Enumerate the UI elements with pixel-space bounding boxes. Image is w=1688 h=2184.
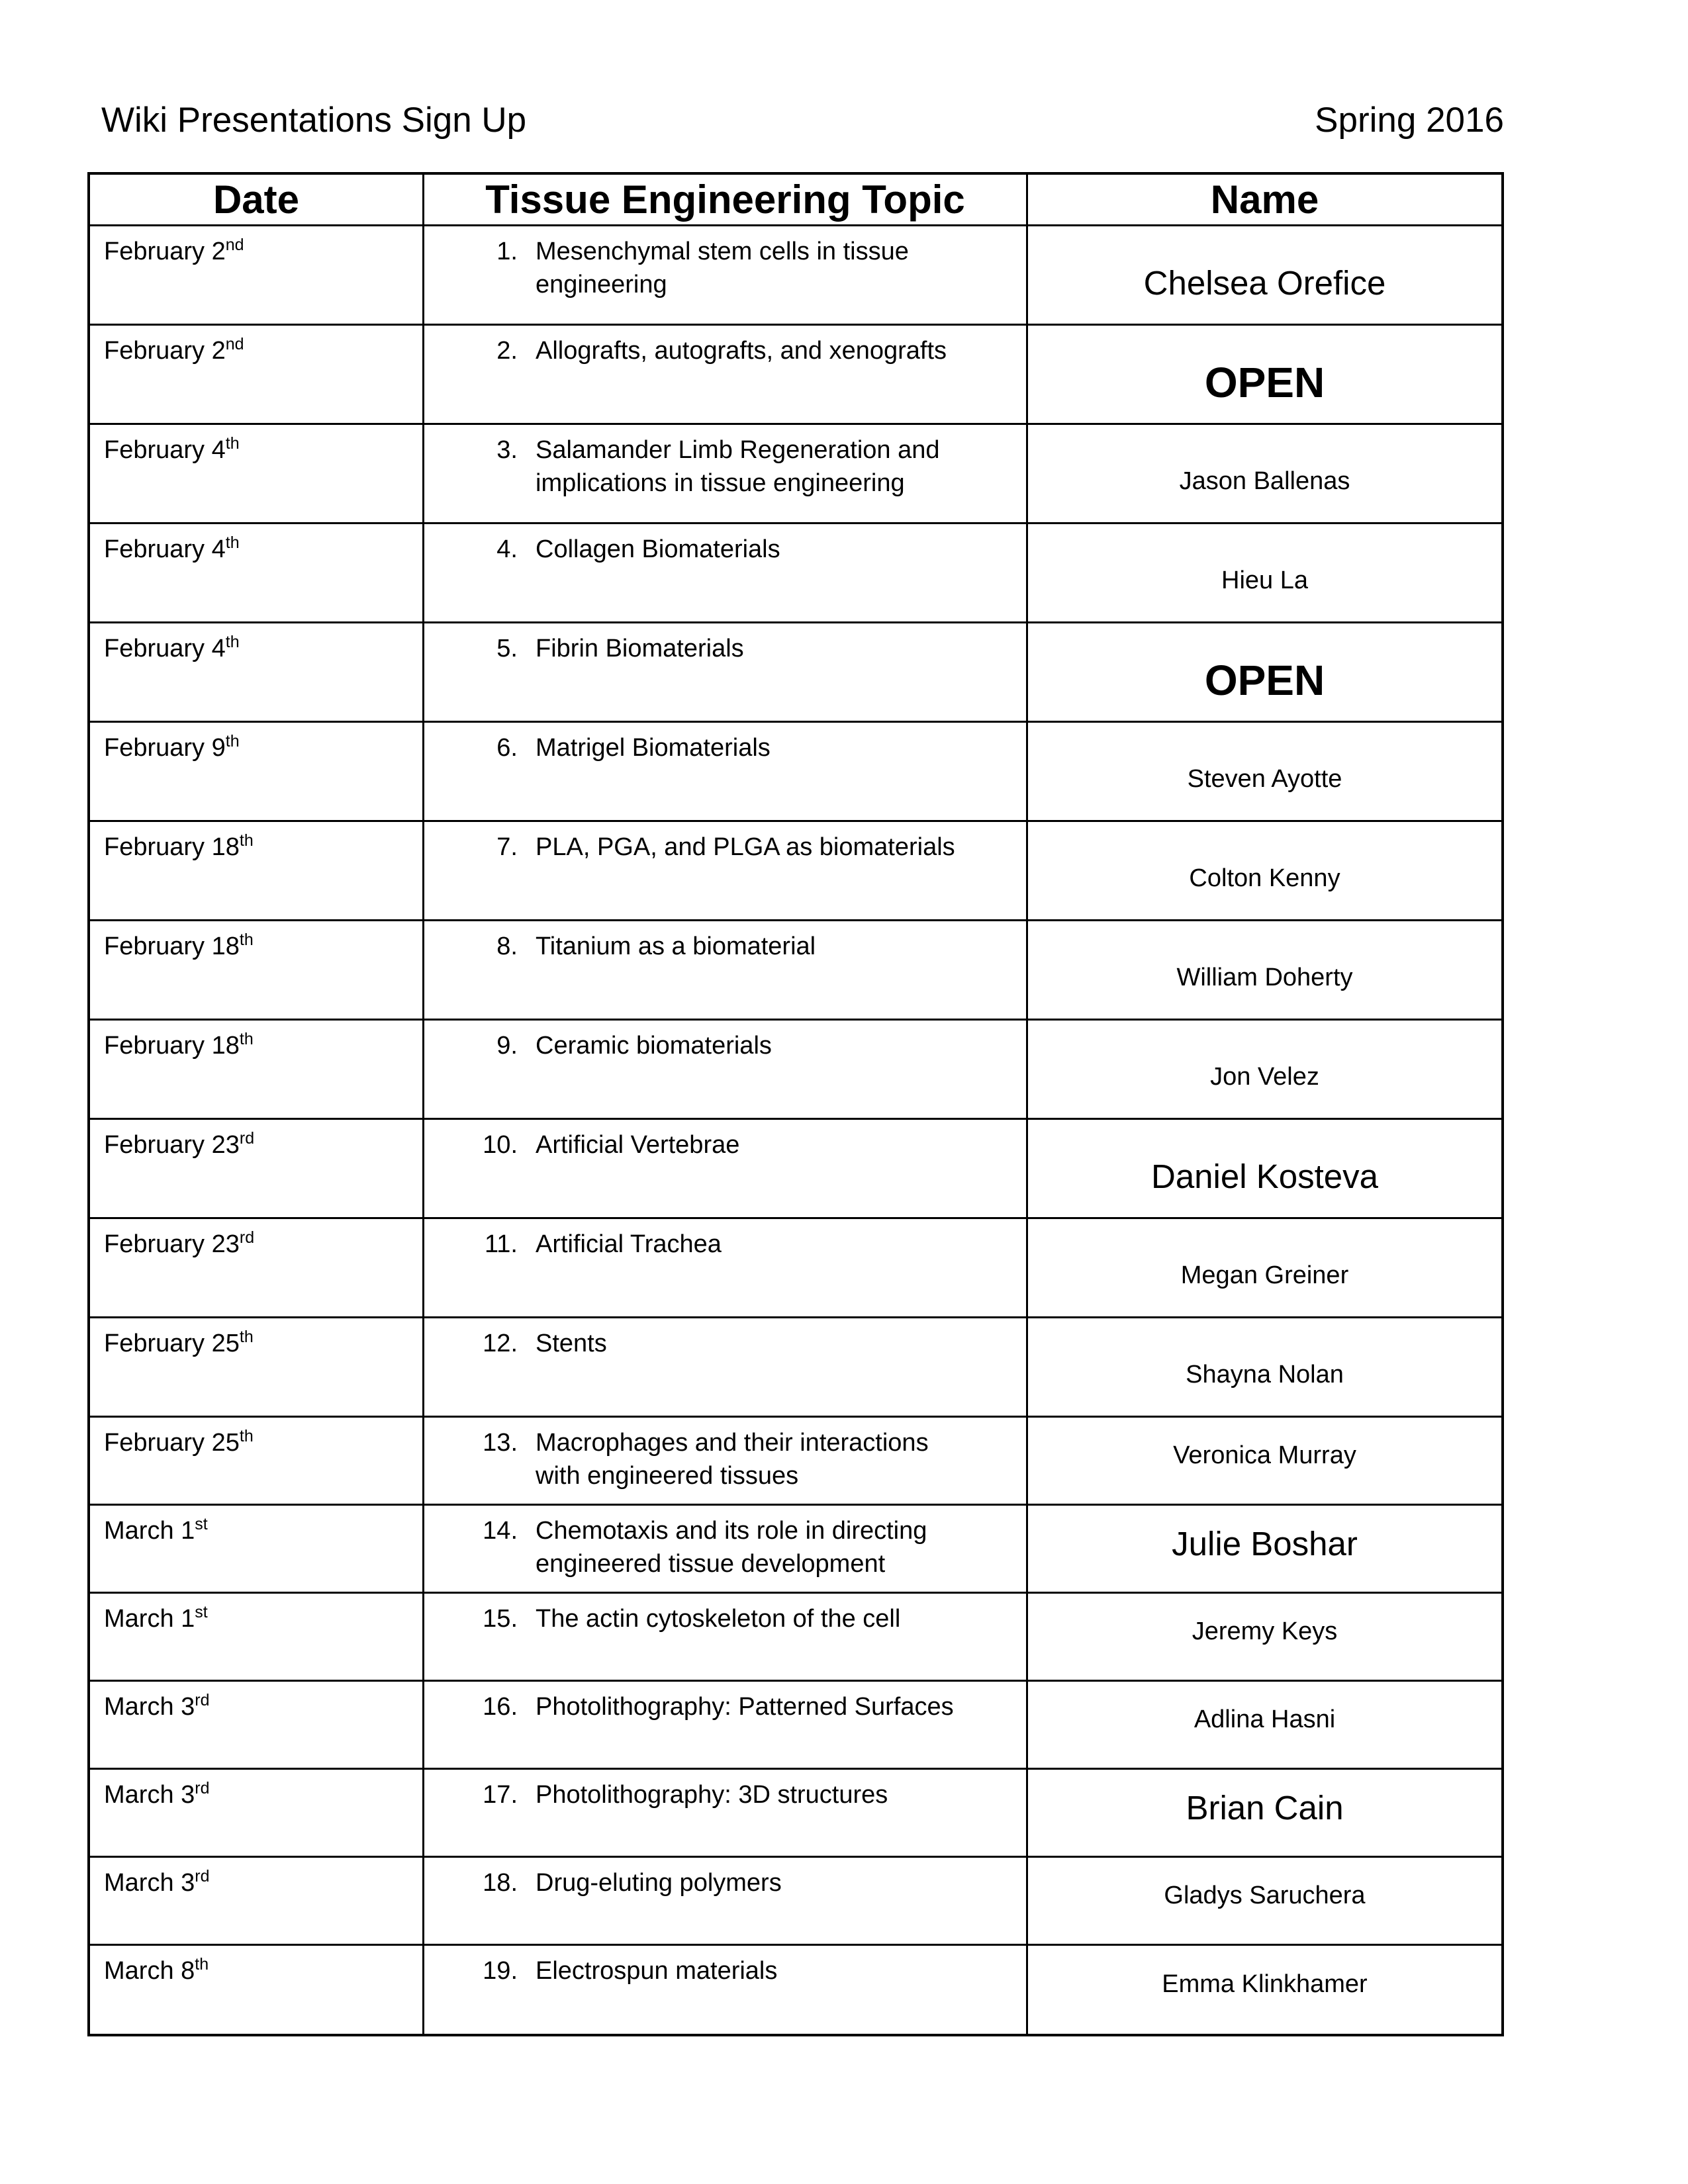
topic-lines — [536, 533, 780, 566]
topic-cell — [424, 1506, 1028, 1592]
presenter-name: Megan Greiner — [1180, 1261, 1349, 1289]
name-cell — [1028, 1219, 1501, 1316]
date-ordinal-suffix: th — [225, 434, 240, 453]
date-ordinal-suffix: th — [225, 732, 240, 751]
table-row — [90, 524, 1501, 623]
presenter-name: Shayna Nolan — [1186, 1361, 1344, 1388]
date-ordinal-suffix: st — [195, 1603, 208, 1621]
topic-line: Salamander Limb Regeneration and — [536, 436, 940, 464]
date-cell — [90, 1219, 424, 1316]
date-cell — [90, 723, 424, 820]
topic-number: 17. — [483, 1781, 518, 1809]
presenter-name: OPEN — [1204, 358, 1325, 406]
date-text: February 25 — [104, 1429, 240, 1457]
topic-lines — [536, 235, 909, 301]
name-cell — [1028, 623, 1501, 721]
name-cell — [1028, 524, 1501, 621]
date-cell — [90, 822, 424, 919]
topic-number: 9. — [496, 1032, 518, 1060]
name-cell — [1028, 1021, 1501, 1118]
presenter-name: Jason Ballenas — [1179, 467, 1350, 495]
date-text: March 3 — [104, 1781, 195, 1809]
topic-lines — [536, 1029, 772, 1062]
date-cell — [90, 226, 424, 324]
topic-lines — [536, 1778, 888, 1811]
topic-line: PLA, PGA, and PLGA as biomaterials — [536, 833, 955, 861]
date-text: February 2 — [104, 238, 226, 265]
date-text: February 18 — [104, 833, 240, 861]
topic-line: Electrospun materials — [536, 1957, 778, 1985]
topic-lines — [536, 632, 744, 665]
table-row — [90, 1219, 1501, 1318]
date-text: February 4 — [104, 535, 226, 563]
topic-line: implications in tissue engineering — [536, 469, 905, 497]
topic-line: Mesenchymal stem cells in tissue — [536, 238, 909, 265]
signup-table — [87, 172, 1504, 2036]
date-ordinal-suffix: th — [239, 1030, 254, 1048]
presenter-name: Emma Klinkhamer — [1162, 1970, 1368, 1998]
presenter-name: William Doherty — [1176, 964, 1353, 991]
topic-number: 7. — [496, 833, 518, 861]
topic-lines — [536, 1128, 739, 1161]
name-cell — [1028, 723, 1501, 820]
name-cell — [1028, 326, 1501, 423]
topic-lines — [536, 1426, 929, 1492]
topic-cell — [424, 723, 1028, 820]
topic-cell — [424, 1946, 1028, 2034]
topic-line: Collagen Biomaterials — [536, 535, 780, 563]
topic-cell — [424, 623, 1028, 721]
topic-number: 12. — [483, 1330, 518, 1357]
topic-lines — [536, 1954, 777, 1987]
date-text: February 23 — [104, 1230, 240, 1258]
topic-cell — [424, 1594, 1028, 1680]
topic-lines — [536, 1514, 927, 1580]
topic-line: Matrigel Biomaterials — [536, 734, 771, 762]
table-row — [90, 623, 1501, 723]
topic-line: Ceramic biomaterials — [536, 1032, 772, 1060]
topic-cell — [424, 326, 1028, 423]
date-text: February 18 — [104, 933, 240, 960]
date-cell — [90, 1770, 424, 1856]
name-cell — [1028, 1318, 1501, 1416]
topic-line: Chemotaxis and its role in directing — [536, 1517, 927, 1545]
topic-lines — [536, 1228, 722, 1261]
date-ordinal-suffix: th — [195, 1955, 209, 1974]
table-row — [90, 1946, 1501, 2034]
name-cell — [1028, 1120, 1501, 1217]
name-cell — [1028, 822, 1501, 919]
date-cell — [90, 1120, 424, 1217]
topic-cell — [424, 1021, 1028, 1118]
topic-cell — [424, 1120, 1028, 1217]
date-cell — [90, 326, 424, 423]
presenter-name: Veronica Murray — [1173, 1441, 1356, 1469]
topic-line: Fibrin Biomaterials — [536, 635, 744, 662]
table-row — [90, 723, 1501, 822]
document-title: Wiki Presentations Sign Up — [101, 101, 527, 140]
date-ordinal-suffix: st — [195, 1515, 208, 1533]
date-ordinal-suffix: th — [239, 1328, 254, 1346]
presenter-name: OPEN — [1204, 656, 1325, 704]
name-cell — [1028, 1418, 1501, 1504]
presenter-name: Gladys Saruchera — [1164, 1881, 1366, 1909]
table-row — [90, 1418, 1501, 1506]
presenter-name: Julie Boshar — [1172, 1524, 1358, 1563]
name-cell — [1028, 921, 1501, 1019]
table-row — [90, 921, 1501, 1021]
table-row — [90, 1682, 1501, 1770]
topic-lines — [536, 334, 947, 367]
topic-line: Allografts, autografts, and xenografts — [536, 337, 947, 365]
table-row — [90, 1594, 1501, 1682]
date-text: February 2 — [104, 337, 226, 365]
topic-cell — [424, 1219, 1028, 1316]
date-text: February 9 — [104, 734, 226, 762]
header-cell-name: Name — [1210, 177, 1319, 222]
topic-line: The actin cytoskeleton of the cell — [536, 1605, 901, 1633]
topic-number: 16. — [483, 1693, 518, 1721]
topic-number: 15. — [483, 1605, 518, 1633]
topic-cell — [424, 921, 1028, 1019]
presenter-name: Chelsea Orefice — [1143, 264, 1386, 302]
date-text: February 18 — [104, 1032, 240, 1060]
topic-line: with engineered tissues — [536, 1462, 799, 1490]
topic-cell — [424, 1318, 1028, 1416]
presenter-name: Jon Velez — [1210, 1063, 1319, 1091]
topic-number: 3. — [496, 436, 518, 464]
table-row — [90, 1858, 1501, 1946]
date-text: March 3 — [104, 1693, 195, 1721]
table-row — [90, 1506, 1501, 1594]
date-text: March 1 — [104, 1517, 195, 1545]
date-ordinal-suffix: th — [239, 1427, 254, 1445]
topic-cell — [424, 524, 1028, 621]
table-row — [90, 1120, 1501, 1219]
date-text: March 1 — [104, 1605, 195, 1633]
table-row — [90, 1021, 1501, 1120]
header-cell-date: Date — [90, 175, 424, 224]
date-text: March 3 — [104, 1869, 195, 1897]
topic-cell — [424, 1418, 1028, 1504]
date-cell — [90, 524, 424, 621]
date-cell — [90, 1594, 424, 1680]
page-header — [101, 99, 1504, 142]
topic-cell — [424, 425, 1028, 522]
table-row — [90, 226, 1501, 326]
name-cell — [1028, 1594, 1501, 1680]
topic-number: 1. — [496, 238, 518, 265]
date-cell — [90, 1506, 424, 1592]
topic-lines — [536, 433, 940, 500]
topic-line: Artificial Trachea — [536, 1230, 722, 1258]
date-text: February 4 — [104, 635, 226, 662]
topic-lines — [536, 930, 816, 963]
header-cell-topic: Tissue Engineering Topic — [424, 175, 1028, 224]
date-ordinal-suffix: rd — [195, 1867, 210, 1886]
date-cell — [90, 921, 424, 1019]
name-cell — [1028, 1682, 1501, 1768]
topic-cell — [424, 1682, 1028, 1768]
table-header-row — [90, 175, 1501, 226]
date-cell — [90, 1858, 424, 1944]
date-cell — [90, 1946, 424, 2034]
name-cell — [1028, 1770, 1501, 1856]
date-cell — [90, 623, 424, 721]
topic-cell — [424, 1858, 1028, 1944]
topic-line: Photolithography: Patterned Surfaces — [536, 1693, 954, 1721]
date-text: March 8 — [104, 1957, 195, 1985]
name-cell — [1028, 425, 1501, 522]
topic-lines — [536, 1690, 954, 1723]
date-text: February 25 — [104, 1330, 240, 1357]
table-row — [90, 1318, 1501, 1418]
presenter-name: Colton Kenny — [1189, 864, 1340, 892]
date-cell — [90, 1682, 424, 1768]
date-ordinal-suffix: nd — [225, 335, 244, 353]
date-ordinal-suffix: th — [225, 533, 240, 552]
topic-cell — [424, 822, 1028, 919]
presenter-name: Jeremy Keys — [1192, 1617, 1338, 1645]
topic-lines — [536, 831, 955, 864]
topic-line: Macrophages and their interactions — [536, 1429, 929, 1457]
topic-number: 8. — [496, 933, 518, 960]
topic-number: 2. — [496, 337, 518, 365]
date-ordinal-suffix: th — [239, 931, 254, 949]
date-cell — [90, 1021, 424, 1118]
topic-lines — [536, 1866, 782, 1899]
date-ordinal-suffix: nd — [225, 236, 244, 254]
presenter-name: Brian Cain — [1186, 1788, 1344, 1827]
date-ordinal-suffix: rd — [239, 1129, 255, 1148]
topic-line: Stents — [536, 1330, 607, 1357]
table-row — [90, 326, 1501, 425]
topic-line: engineering — [536, 271, 667, 298]
presenter-name: Hieu La — [1221, 567, 1308, 594]
topic-number: 11. — [484, 1230, 518, 1258]
topic-cell — [424, 1770, 1028, 1856]
table-row — [90, 822, 1501, 921]
date-cell — [90, 425, 424, 522]
topic-number: 5. — [496, 635, 518, 662]
date-ordinal-suffix: rd — [195, 1779, 210, 1797]
topic-lines — [536, 1602, 900, 1635]
presenter-name: Steven Ayotte — [1187, 765, 1342, 793]
date-cell — [90, 1418, 424, 1504]
date-ordinal-suffix: th — [225, 633, 240, 651]
topic-lines — [536, 731, 771, 764]
topic-number: 13. — [483, 1429, 518, 1457]
topic-number: 19. — [483, 1957, 518, 1985]
date-cell — [90, 1318, 424, 1416]
table-row — [90, 425, 1501, 524]
name-cell — [1028, 1858, 1501, 1944]
table-row — [90, 1770, 1501, 1858]
name-cell — [1028, 1946, 1501, 2034]
topic-number: 4. — [496, 535, 518, 563]
topic-number: 14. — [483, 1517, 518, 1545]
topic-line: Artificial Vertebrae — [536, 1131, 740, 1159]
topic-line: Photolithography: 3D structures — [536, 1781, 888, 1809]
topic-lines — [536, 1327, 607, 1360]
topic-cell — [424, 226, 1028, 324]
name-cell — [1028, 1506, 1501, 1592]
semester-label: Spring 2016 — [1315, 101, 1504, 140]
topic-line: Drug-eluting polymers — [536, 1869, 782, 1897]
date-ordinal-suffix: rd — [195, 1691, 210, 1709]
date-ordinal-suffix: th — [239, 831, 254, 850]
topic-number: 18. — [483, 1869, 518, 1897]
date-text: February 23 — [104, 1131, 240, 1159]
presenter-name: Daniel Kosteva — [1150, 1158, 1379, 1195]
date-text: February 4 — [104, 436, 226, 464]
topic-number: 6. — [496, 734, 518, 762]
topic-line: Titanium as a biomaterial — [536, 933, 816, 960]
date-ordinal-suffix: rd — [239, 1228, 255, 1247]
presenter-name: Adlina Hasni — [1194, 1705, 1336, 1733]
topic-number: 10. — [483, 1131, 518, 1159]
name-cell — [1028, 226, 1501, 324]
topic-line: engineered tissue development — [536, 1550, 886, 1578]
